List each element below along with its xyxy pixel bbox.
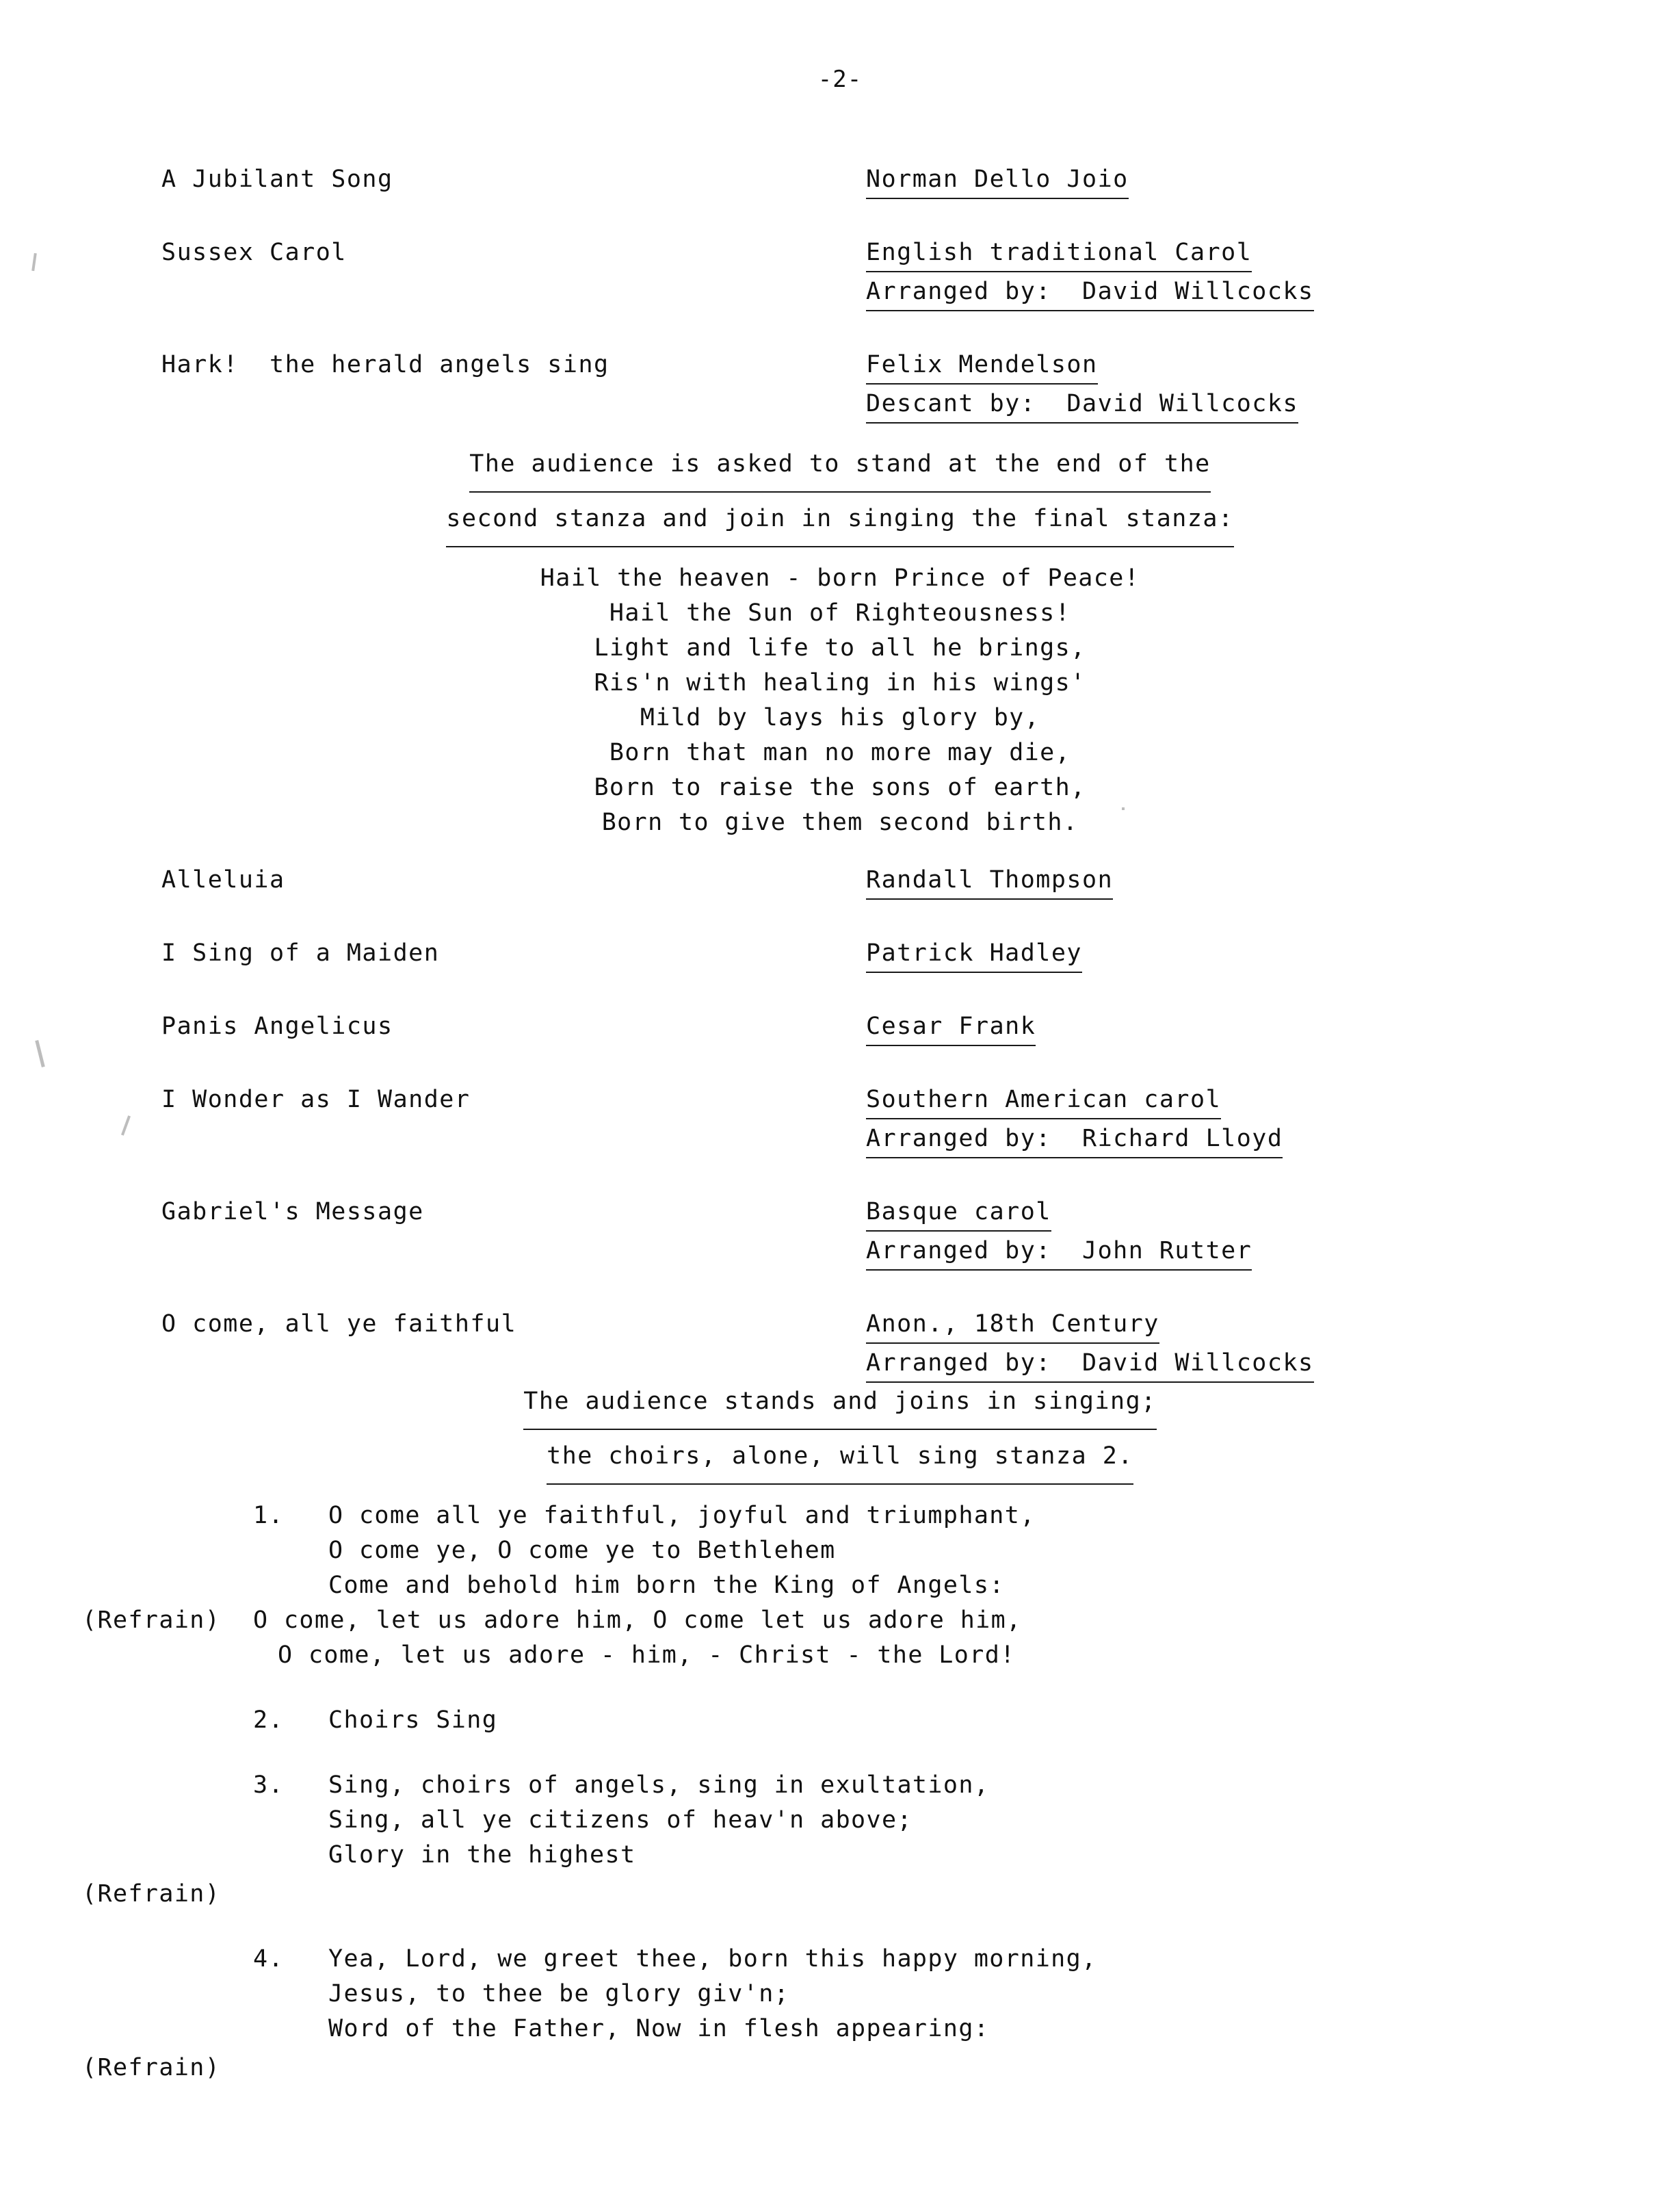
credit-arranger: Arranged by: David Willcocks [866, 1345, 1314, 1383]
credit-composer: Felix Mendelson [866, 347, 1098, 385]
refrain-text: O come, let us adore him, O come let us adore him, [253, 1607, 1022, 1634]
audience-note-2 [0, 1375, 1680, 1485]
program-title: I Wonder as I Wander [161, 1086, 471, 1113]
credit-composer: Southern American carol [866, 1082, 1221, 1119]
stanza-text: Sing, choirs of angels, sing in exultation, [328, 1771, 990, 1799]
stanza-number: 1. [253, 1502, 284, 1529]
verse-line: Born to give them second birth. [601, 809, 1079, 836]
credit-composer: Basque carol [866, 1194, 1051, 1232]
hymn-stanzas [82, 1498, 1553, 2116]
program-credit [866, 347, 1530, 424]
hymn-line [253, 1768, 1553, 1803]
hymn-line [253, 1803, 1553, 1838]
program-entry [161, 1194, 1530, 1271]
hymn-stanza [253, 1703, 1553, 1738]
program-title: Hark! the herald angels sing [161, 351, 609, 378]
stanza-text: Word of the Father, Now in flesh appearing: [328, 2015, 990, 2042]
refrain-label: (Refrain) [82, 2054, 221, 2081]
refrain-label: (Refrain) [82, 1607, 221, 1634]
program-list-bottom [161, 862, 1530, 1418]
program-title: Alleluia [161, 866, 285, 894]
program-entry [161, 1082, 1530, 1158]
verse-line: Hail the heaven - born Prince of Peace! [540, 564, 1140, 592]
refrain-text: O come, let us adore - him, - Christ - the Lord! [278, 1641, 1016, 1669]
program-entry [161, 862, 1530, 900]
program-credit [866, 1306, 1530, 1383]
credit-arranger: Arranged by: David Willcocks [866, 274, 1314, 311]
credit-arranger: Arranged by: John Rutter [866, 1233, 1252, 1271]
stanza-text: Come and behold him born the King of Angels: [328, 1572, 1005, 1599]
hymn-refrain-line [82, 1603, 1553, 1638]
program-title: Panis Angelicus [161, 1013, 393, 1040]
program-credit [866, 935, 1530, 973]
verse-line: Light and life to all he brings, [594, 634, 1086, 662]
credit-composer: Cesar Frank [866, 1009, 1036, 1046]
program-entry [161, 1009, 1530, 1046]
credit-composer: English traditional Carol [866, 235, 1252, 272]
program-entry [161, 1306, 1530, 1383]
refrain-label: (Refrain) [82, 1880, 221, 1908]
note-line-wrap [0, 1375, 1680, 1430]
stanza-text: O come ye, O come ye to Bethlehem [328, 1537, 836, 1564]
program-entry [161, 347, 1530, 424]
program-credit [866, 1194, 1530, 1271]
hymn-line [253, 2012, 1553, 2046]
program-entry [161, 235, 1530, 311]
credit-composer: Anon., 18th Century [866, 1306, 1159, 1344]
credit-composer: Norman Dello Joio [866, 161, 1129, 199]
note-line: The audience stands and joins in singing; [523, 1375, 1156, 1430]
note-line: the choirs, alone, will sing stanza 2. [547, 1430, 1133, 1485]
program-entry [161, 161, 1530, 199]
refrain-label-spacer [82, 1638, 253, 1673]
verse-line: Born that man no more may die, [609, 739, 1071, 766]
congregational-verse [0, 561, 1680, 840]
hymn-line [253, 1838, 1553, 1873]
hymn-line [253, 1942, 1553, 1977]
note-line: second stanza and join in singing the final stanza: [446, 493, 1233, 547]
note-line-wrap [0, 438, 1680, 493]
hymn-line [253, 1533, 1553, 1568]
stanza-text: Yea, Lord, we greet thee, born this happy morning, [328, 1945, 1097, 1973]
verse-line: Ris'n with healing in his wings' [594, 669, 1086, 697]
stanza-text: O come all ye faithful, joyful and triumphant, [328, 1502, 1036, 1529]
program-title: I Sing of a Maiden [161, 939, 440, 967]
verse-line: Hail the Sun of Righteousness! [609, 599, 1071, 627]
program-credit [866, 235, 1530, 311]
page-number: -2- [817, 66, 863, 93]
stanza-text: Sing, all ye citizens of heav'n above; [328, 1806, 913, 1834]
program-credit [866, 1082, 1530, 1158]
credit-composer: Patrick Hadley [866, 935, 1082, 973]
verse-line: Born to raise the sons of earth, [594, 774, 1086, 801]
hymn-stanza [82, 1768, 1553, 1912]
stanza-text: Choirs Sing [328, 1706, 498, 1734]
note-line: The audience is asked to stand at the end of the [469, 438, 1210, 493]
stanza-number: 3. [253, 1771, 284, 1799]
stanza-text: Jesus, to thee be glory giv'n; [328, 1980, 790, 2007]
program-credit [866, 161, 1530, 199]
program-entry [161, 935, 1530, 973]
stanza-text: Glory in the highest [328, 1841, 636, 1869]
hymn-stanza [82, 1498, 1553, 1673]
stanza-number: 2. [253, 1706, 284, 1734]
paper-speck [1122, 807, 1125, 810]
note-line-wrap [0, 493, 1680, 547]
program-title: O come, all ye faithful [161, 1310, 517, 1338]
program-title: A Jubilant Song [161, 166, 393, 193]
hymn-refrain-line [253, 1638, 1553, 1673]
program-title: Sussex Carol [161, 239, 347, 266]
program-title: Gabriel's Message [161, 1198, 424, 1225]
credit-composer: Randall Thompson [866, 862, 1113, 900]
hymn-stanza [82, 1942, 1553, 2085]
verse-line: Mild by lays his glory by, [640, 704, 1040, 731]
hymn-line [253, 1568, 1553, 1603]
note-line-wrap [0, 1430, 1680, 1485]
audience-note-1 [0, 438, 1680, 547]
hymn-line [253, 1703, 1553, 1738]
program-credit [866, 862, 1530, 900]
credit-arranger: Arranged by: Richard Lloyd [866, 1121, 1283, 1158]
credit-descant: Descant by: David Willcocks [866, 386, 1298, 424]
hymn-line [253, 1977, 1553, 2012]
program-credit [866, 1009, 1530, 1046]
program-list-top [161, 161, 1530, 459]
hymn-line [253, 1498, 1553, 1533]
stanza-number: 4. [253, 1945, 284, 1973]
